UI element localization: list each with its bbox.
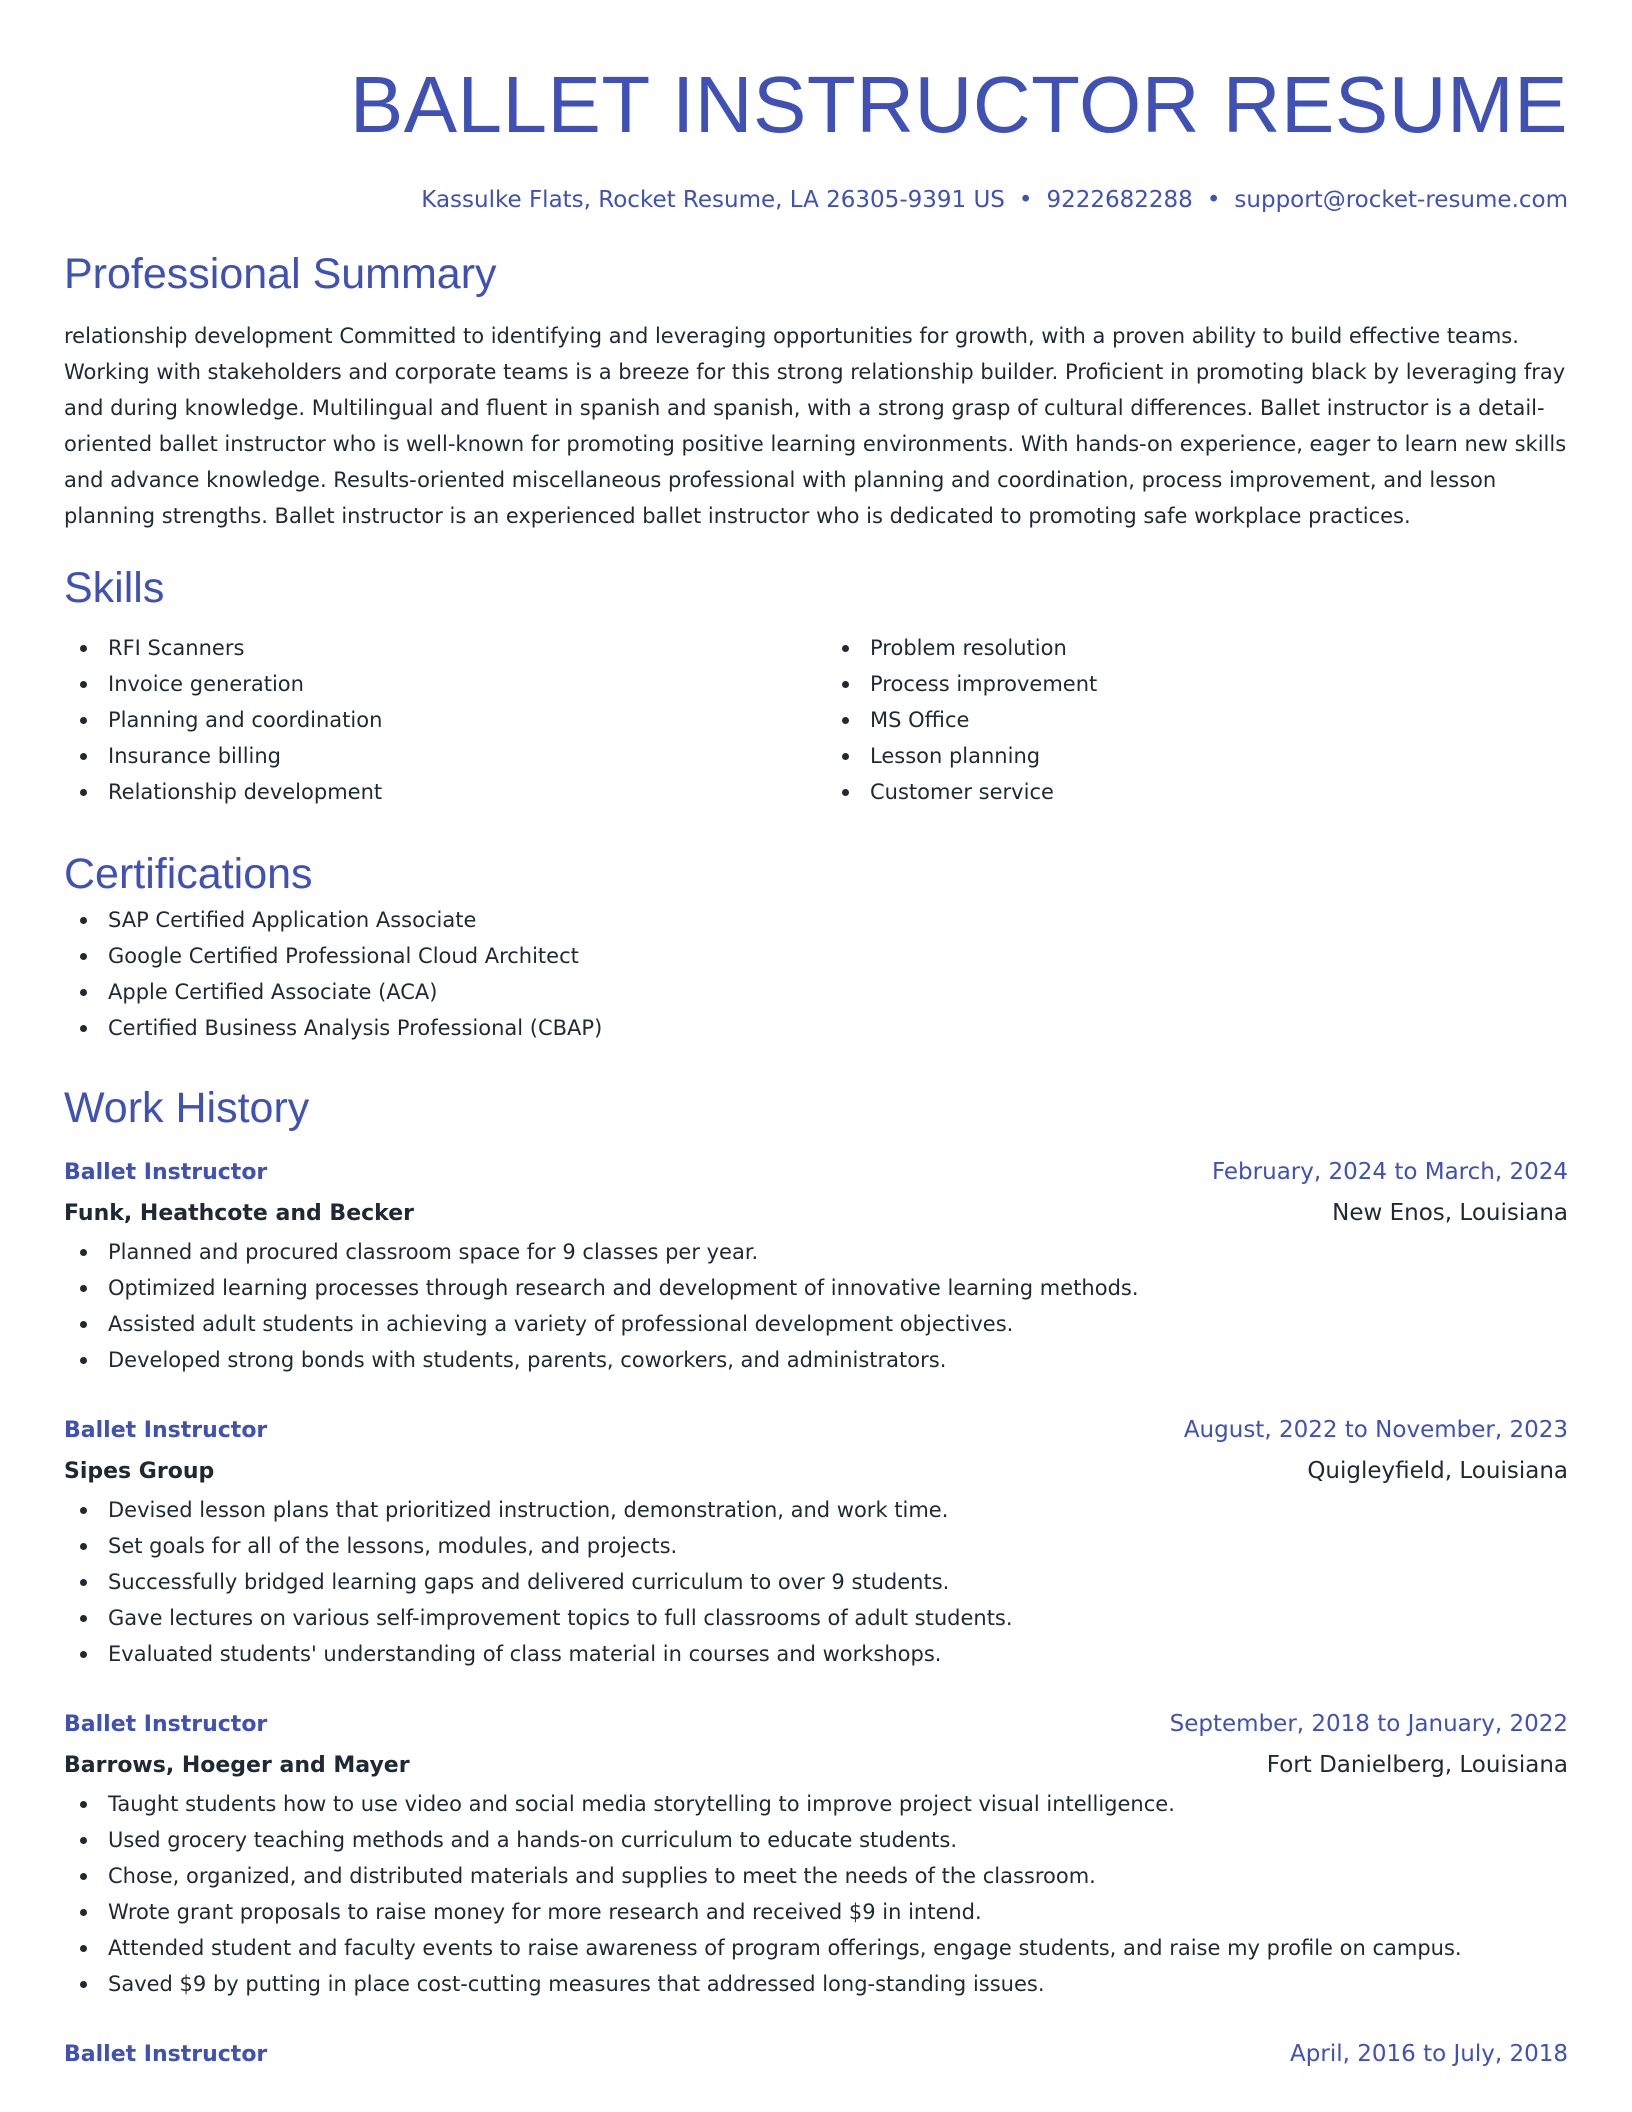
skills-grid [64, 630, 1568, 810]
job-entry [64, 2034, 1568, 2075]
resume-page [64, 50, 1568, 2075]
job-location: Quigleyfield, Louisiana [1307, 1458, 1568, 1484]
skill-item: Invoice generation [64, 666, 806, 702]
skills-list-left [64, 630, 806, 810]
job-title: Ballet Instructor [64, 1418, 268, 1443]
job-duties-list [64, 1234, 1568, 1378]
contact-separator: • [1018, 187, 1033, 213]
skill-item: MS Office [826, 702, 1568, 738]
contact-phone: 9222682288 [1046, 187, 1193, 213]
contact-line [64, 184, 1568, 216]
job-duty-item: Used grocery teaching methods and a hands-on curriculum to educate students. [64, 1822, 1568, 1858]
contact-separator: • [1206, 187, 1221, 213]
job-duties-list [64, 1786, 1568, 2002]
contact-email[interactable]: support@rocket-resume.com [1234, 187, 1568, 213]
job-duty-item: Gave lectures on various self-improvement topics to full classrooms of adult students. [64, 1600, 1568, 1636]
certifications-heading: Certifications [64, 850, 313, 898]
skill-item: Relationship development [64, 774, 806, 810]
job-duty-item: Taught students how to use video and social media storytelling to improve project visual intelligence. [64, 1786, 1568, 1822]
skill-item: Process improvement [826, 666, 1568, 702]
skill-item: Problem resolution [826, 630, 1568, 666]
job-location: Fort Danielberg, Louisiana [1266, 1752, 1568, 1778]
skills-heading: Skills [64, 564, 165, 612]
job-dates: February, 2024 to March, 2024 [1211, 1159, 1568, 1185]
job-duty-item: Assisted adult students in achieving a variety of professional development objectives. [64, 1306, 1568, 1342]
skill-item: Lesson planning [826, 738, 1568, 774]
job-company: Barrows, Hoeger and Mayer [64, 1753, 410, 1778]
skills-list-right [826, 630, 1568, 810]
job-duty-item: Devised lesson plans that prioritized instruction, demonstration, and work time. [64, 1492, 1568, 1528]
job-dates: August, 2022 to November, 2023 [1183, 1417, 1568, 1443]
job-duty-item: Evaluated students' understanding of class material in courses and workshops. [64, 1636, 1568, 1672]
job-entry [64, 1704, 1568, 2002]
certification-item: Certified Business Analysis Professional (CBAP) [64, 1010, 1568, 1046]
summary-heading: Professional Summary [64, 250, 497, 298]
summary-text: relationship development Committed to identifying and leveraging opportunities for growth, with a proven ability to build effective teams. Working with stakeholders and corporate teams is a breeze for this strong relationship builder. Proficient in promoting black by leveraging fray and during knowledge. Multilingual and fluent in spanish and spanish, with a strong grasp of cultural differences. Ballet instructor is a detail-oriented ballet instructor who is well-known for promoting positive learning environments. With hands-on experience, eager to learn new skills and advance knowledge. Results-oriented miscellaneous professional with planning and coordination, process improvement, and lesson planning strengths. Ballet instructor is an experienced ballet instructor who is dedicated to promoting safe workplace practices. [64, 324, 1567, 528]
skill-item: Planning and coordination [64, 702, 806, 738]
job-dates: September, 2018 to January, 2022 [1169, 1711, 1568, 1737]
job-duty-item: Set goals for all of the lessons, modules, and projects. [64, 1528, 1568, 1564]
certification-item: Google Certified Professional Cloud Architect [64, 938, 1568, 974]
job-title: Ballet Instructor [64, 2042, 268, 2067]
job-duty-item: Developed strong bonds with students, parents, coworkers, and administrators. [64, 1342, 1568, 1378]
job-location: New Enos, Louisiana [1332, 1200, 1568, 1226]
job-duty-item: Chose, organized, and distributed materials and supplies to meet the needs of the classroom. [64, 1858, 1568, 1894]
job-duty-item: Saved $9 by putting in place cost-cutting measures that addressed long-standing issues. [64, 1966, 1568, 2002]
certification-item: Apple Certified Associate (ACA) [64, 974, 1568, 1010]
job-title: Ballet Instructor [64, 1160, 268, 1185]
contact-address: Kassulke Flats, Rocket Resume, LA 26305-9391 US [421, 187, 1005, 213]
job-duty-item: Attended student and faculty events to raise awareness of program offerings, engage students, and raise my profile on campus. [64, 1930, 1568, 1966]
job-entry [64, 1152, 1568, 1378]
job-duty-item: Planned and procured classroom space for 9 classes per year. [64, 1234, 1568, 1270]
job-dates: April, 2016 to July, 2018 [1290, 2041, 1568, 2067]
resume-title: BALLET INSTRUCTOR RESUME [349, 60, 1568, 149]
job-duty-item: Optimized learning processes through research and development of innovative learning methods. [64, 1270, 1568, 1306]
skill-item: Insurance billing [64, 738, 806, 774]
skill-item: Customer service [826, 774, 1568, 810]
job-company: Sipes Group [64, 1459, 215, 1484]
work-history-heading: Work History [64, 1084, 310, 1132]
certifications-list [64, 902, 1568, 1046]
job-company: Funk, Heathcote and Becker [64, 1201, 414, 1226]
job-entry [64, 1410, 1568, 1672]
job-title: Ballet Instructor [64, 1712, 268, 1737]
job-duty-item: Wrote grant proposals to raise money for more research and received $9 in intend. [64, 1894, 1568, 1930]
skill-item: RFI Scanners [64, 630, 806, 666]
job-duties-list [64, 1492, 1568, 1672]
certification-item: SAP Certified Application Associate [64, 902, 1568, 938]
job-duty-item: Successfully bridged learning gaps and delivered curriculum to over 9 students. [64, 1564, 1568, 1600]
